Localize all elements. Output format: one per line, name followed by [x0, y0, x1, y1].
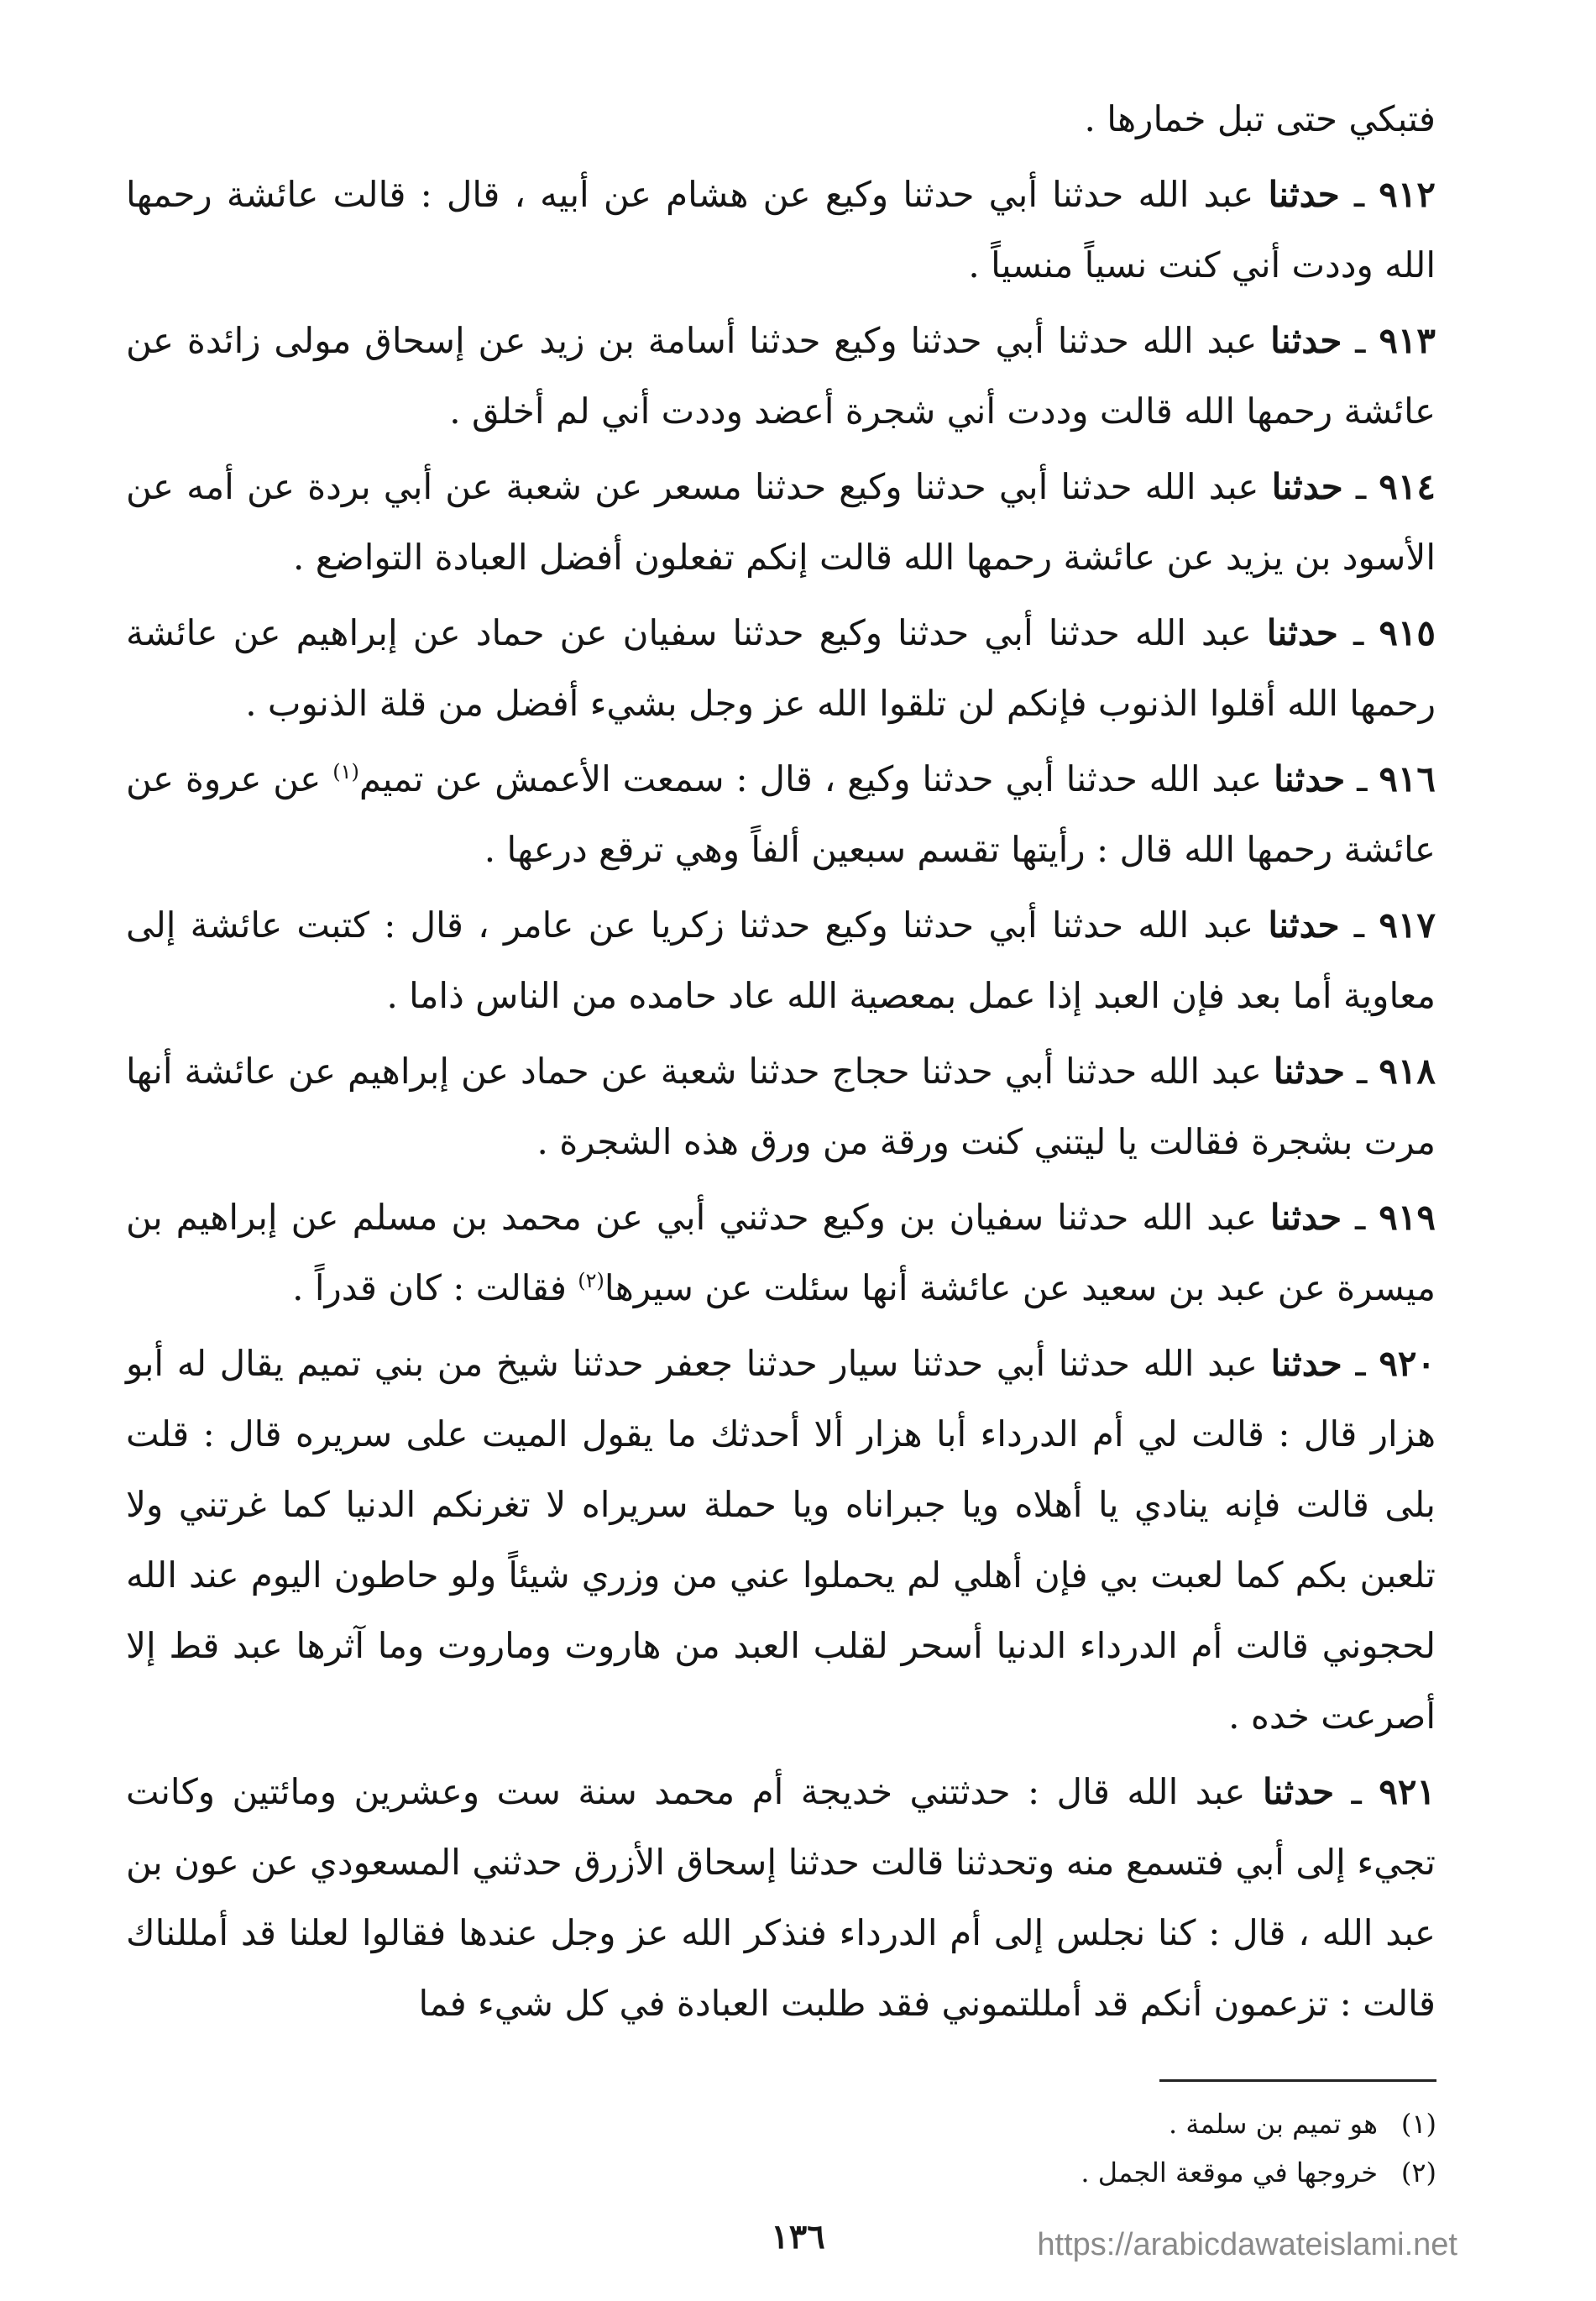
hadith-text: عبد الله قال : حدثتني خديجة أم محمد سنة ست وعشرين ومائتين وكانت تجيء إلى أبي فتسمع منه وتحدثنا قالت حدثنا إسحاق الأزرق حدثني المسعودي عن عون بن عبد الله ، قال : كنا نجلس إلى أم الدرداء فنذكر الله عز وجل عندها فقالوا لعلنا قد أمللناك قالت : تزعمون أنكم قد أمللتموني فقد طلبت العبادة في كل شيء فما — [126, 1771, 1436, 2024]
hadith-text: عبد الله حدثنا أبي حدثنا وكيع ، قال : سمعت الأعمش عن تميم — [358, 758, 1263, 799]
hadith-921: ٩٢١ ـ حدثنا عبد الله قال : حدثتني خديجة أم محمد سنة ست وعشرين ومائتين وكانت تجيء إلى أبي فتسمع منه وتحدثنا قالت حدثنا إسحاق الأزرق حدثني المسعودي عن عون بن عبد الله ، قال : كنا نجلس إلى أم الدرداء فنذكر الله عز وجل عندها فقالوا لعلنا قد أمللناك قالت : تزعمون أنكم قد أمللتموني فقد طلبت العبادة في كل شيء فما — [126, 1771, 1436, 2024]
hadith-text: عبد الله حدثنا أبي حدثنا وكيع حدثنا مسعر عن شعبة عن أبي بردة عن أمه عن الأسود بن يزيد عن عائشة رحمها الله قالت إنكم تفعلون أفضل العبادة التواضع . — [126, 466, 1436, 578]
page-number: ١٣٦ — [771, 2217, 825, 2256]
hadith-text: فقالت : كان قدراً . — [292, 1267, 567, 1308]
hadith-text: عبد الله حدثنا أبي حدثنا وكيع عن هشام عن أبيه ، قال : قالت عائشة رحمها الله وددت أني كنت نسياً منسياً . — [126, 174, 1436, 286]
footnotes — [261, 2099, 1436, 2197]
footnote-divider — [1159, 2079, 1436, 2082]
hadith-keyword: حدثنا — [1274, 758, 1346, 799]
footnote-2 — [261, 2148, 1436, 2197]
hadith-keyword: حدثنا — [1262, 1771, 1335, 1812]
hadith-916: ٩١٦ ـ حدثنا عبد الله حدثنا أبي حدثنا وكيع ، قال : سمعت الأعمش عن تميم$^{(١)}$ عن عروة عن عائشة رحمها الله قال : رأيتها تقسم سبعين ألفاً وهي ترقع درعها . — [126, 758, 1436, 870]
hadith-919: ٩١٩ ـ حدثنا عبد الله حدثنا سفيان بن وكيع حدثني أبي عن محمد بن مسلم عن إبراهيم بن ميسرة عن عبد بن سعيد عن عائشة أنها سئلت عن سيرها$^{(٢)}$ فقالت : كان قدراً . — [126, 1197, 1436, 1308]
hadith-915: ٩١٥ ـ حدثنا عبد الله حدثنا أبي حدثنا وكيع حدثنا سفيان عن حماد عن إبراهيم عن عائشة رحمها الله أقلوا الذنوب فإنكم لن تلقوا الله عز وجل بشيء أفضل من قلة الذنوب . — [126, 612, 1436, 724]
hadith-keyword: حدثنا — [1270, 1343, 1342, 1384]
hadith-keyword: حدثنا — [1266, 612, 1338, 653]
hadith-text: عن عروة عن عائشة رحمها الله قال : رأيتها تقسم سبعين ألفاً وهي ترقع درعها . — [126, 758, 1436, 870]
hadith-keyword: حدثنا — [1271, 466, 1343, 507]
hadith-keyword: حدثنا — [1269, 1197, 1342, 1238]
page-body — [126, 84, 1436, 2044]
hadith-keyword: حدثنا — [1270, 320, 1342, 361]
footnote-number: (٢) — [1400, 2157, 1436, 2188]
hadith-920: ٩٢٠ ـ حدثنا عبد الله حدثنا أبي حدثنا سيار حدثنا جعفر حدثنا شيخ من بني تميم يقال له أبو هزار قال : قالت لي أم الدرداء أبا هزار ألا أحدثك ما يقول الميت على سريره قال : قلت بلى قالت فإنه ينادي يا أهلاه ويا جبراناه ويا حملة سريراه لا تغرنكم الدنيا كما غرتني ولا تلعبن بكم كما لعبت بي فإن أهلي لم يحملوا عني من وزري شيئاً ولو حاطون اليوم عند الله لحجوني قالت أم الدرداء الدنيا أسحر لقلب العبد من هاروت وماروت وما آثرها عبد قط إلا أصرعت خده . — [126, 1343, 1436, 1737]
hadith-text: عبد الله حدثنا أبي حدثنا حجاج حدثنا شعبة عن حماد عن إبراهيم عن عائشة أنها مرت بشجرة فقالت يا ليتني كنت ورقة من ورق هذه الشجرة . — [126, 1051, 1436, 1162]
footnote-number: (١) — [1400, 2108, 1436, 2140]
hadith-914: ٩١٤ ـ حدثنا عبد الله حدثنا أبي حدثنا وكيع حدثنا مسعر عن شعبة عن أبي بردة عن أمه عن الأسود بن يزيد عن عائشة رحمها الله قالت إنكم تفعلون أفضل العبادة التواضع . — [126, 466, 1436, 578]
continuation-text: فتبكي حتى تبل خمارها . — [1084, 98, 1436, 139]
hadith-number: ٩٢٠ — [1379, 1343, 1436, 1384]
hadith-number: ٩١٣ — [1379, 320, 1436, 361]
watermark-url: https://arabicdawateislami.net — [1037, 2227, 1457, 2262]
hadith-912: ٩١٢ ـ حدثنا عبد الله حدثنا أبي حدثنا وكيع عن هشام عن أبيه ، قال : قالت عائشة رحمها الله وددت أني كنت نسياً منسياً . — [126, 174, 1436, 286]
footnote-text: هو تميم بن سلمة . — [1169, 2108, 1378, 2140]
hadith-keyword: حدثنا — [1268, 904, 1340, 946]
hadith-text: عبد الله حدثنا أبي حدثنا وكيع حدثنا أسامة بن زيد عن إسحاق مولى زائدة عن عائشة رحمها الله قالت وددت أني شجرة أعضد وددت أني لم أخلق . — [126, 320, 1436, 432]
footnote-reference[interactable]: (٢) — [578, 1269, 604, 1292]
hadith-913: ٩١٣ ـ حدثنا عبد الله حدثنا أبي حدثنا وكيع حدثنا أسامة بن زيد عن إسحاق مولى زائدة عن عائشة رحمها الله قالت وددت أني شجرة أعضد وددت أني لم أخلق . — [126, 320, 1436, 432]
hadith-text: عبد الله حدثنا أبي حدثنا وكيع حدثنا زكريا عن عامر ، قال : كتبت عائشة إلى معاوية أما بعد فإن العبد إذا عمل بمعصية الله عاد حامده من الناس ذاما . — [126, 904, 1436, 1016]
hadith-text: عبد الله حدثنا أبي حدثنا سيار حدثنا جعفر حدثنا شيخ من بني تميم يقال له أبو هزار قال : قالت لي أم الدرداء أبا هزار ألا أحدثك ما يقول الميت على سريره قال : قلت بلى قالت فإنه ينادي يا أهلاه ويا جبراناه ويا حملة سريراه لا تغرنكم الدنيا كما غرتني ولا تلعبن بكم كما لعبت بي فإن أهلي لم يحملوا عني من وزري شيئاً ولو حاطون اليوم عند الله لحجوني قالت أم الدرداء الدنيا أسحر لقلب العبد من هاروت وماروت وما آثرها عبد قط إلا أصرعت خده . — [126, 1343, 1436, 1737]
footnote-text: خروجها في موقعة الجمل . — [1081, 2157, 1378, 2188]
hadith-keyword: حدثنا — [1273, 1051, 1346, 1092]
hadith-918: ٩١٨ ـ حدثنا عبد الله حدثنا أبي حدثنا حجاج حدثنا شعبة عن حماد عن إبراهيم عن عائشة أنها مرت بشجرة فقالت يا ليتني كنت ورقة من ورق هذه الشجرة . — [126, 1051, 1436, 1162]
hadith-text: عبد الله حدثنا سفيان بن وكيع حدثني أبي عن محمد بن مسلم عن إبراهيم بن ميسرة عن عبد بن سعيد عن عائشة أنها سئلت عن سيرها — [126, 1197, 1436, 1308]
hadith-text: عبد الله حدثنا أبي حدثنا وكيع حدثنا سفيان عن حماد عن إبراهيم عن عائشة رحمها الله أقلوا الذنوب فإنكم لن تلقوا الله عز وجل بشيء أفضل من قلة الذنوب . — [126, 612, 1436, 724]
hadith-number: ٩١٧ — [1379, 904, 1436, 946]
hadith-keyword: حدثنا — [1268, 174, 1340, 215]
hadith-number: ٩١٤ — [1379, 466, 1436, 507]
hadith-number: ٩١٦ — [1379, 758, 1436, 799]
footnote-reference[interactable]: (١) — [332, 760, 359, 784]
hadith-number: ٩١٢ — [1379, 174, 1436, 215]
hadith-number: ٩٢١ — [1379, 1771, 1436, 1812]
hadith-917: ٩١٧ ـ حدثنا عبد الله حدثنا أبي حدثنا وكيع حدثنا زكريا عن عامر ، قال : كتبت عائشة إلى معاوية أما بعد فإن العبد إذا عمل بمعصية الله عاد حامده من الناس ذاما . — [126, 904, 1436, 1016]
hadith-number: ٩١٥ — [1379, 612, 1436, 653]
hadith-number: ٩١٨ — [1379, 1051, 1436, 1092]
hadith-number: ٩١٩ — [1379, 1197, 1436, 1238]
footnote-1 — [261, 2099, 1436, 2148]
